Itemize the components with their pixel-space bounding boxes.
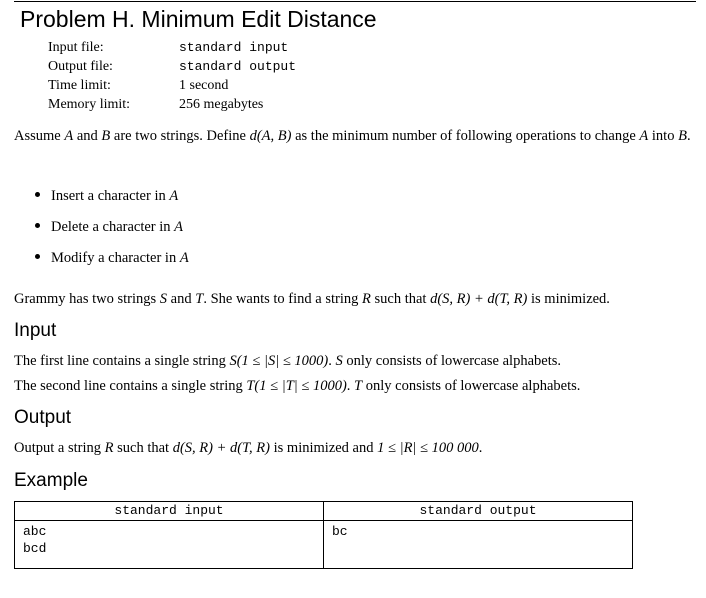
limit-label: Memory limit: [48, 97, 131, 112]
operation-insert: Insert a character in A [35, 187, 178, 206]
statement-task: Grammy has two strings S and T. She wants to find a string R such that d(S, R) + d(T, R) is minimized. [14, 291, 610, 307]
limits-block [48, 38, 296, 114]
output-heading: Output [14, 407, 72, 428]
output-description: Output a string R such that d(S, R) + d(T, R) is minimized and 1 ≤ |R| ≤ 100 000. [14, 440, 483, 456]
example-input-line: bcd [23, 541, 47, 556]
input-heading: Input [14, 320, 57, 341]
limit-value: standard input [179, 40, 289, 55]
limit-output-file [48, 57, 296, 76]
limit-label: Output file: [48, 59, 113, 74]
limit-input-file [48, 38, 296, 57]
bullet-icon [35, 192, 40, 197]
example-input-cell [15, 521, 324, 569]
example-output-header: standard output [324, 502, 633, 521]
example-output-line: bc [332, 524, 348, 539]
example-heading: Example [14, 470, 88, 491]
input-line-2: The second line contains a single string T(1 ≤ |T| ≤ 1000). T only consists of lowercase alphabets. [14, 378, 581, 394]
limit-label: Input file: [48, 40, 104, 55]
statement-intro: Assume A and B are two strings. Define d(A, B) as the minimum number of following operations to change A into B. [14, 128, 691, 144]
limit-label: Time limit: [48, 78, 111, 93]
operation-modify: Modify a character in A [35, 249, 189, 268]
example-input-header: standard input [15, 502, 324, 521]
limit-value: 256 megabytes [179, 97, 264, 112]
bullet-icon [35, 254, 40, 259]
top-rule [14, 1, 696, 2]
problem-title: Problem H. Minimum Edit Distance [20, 6, 377, 32]
input-line-1: The first line contains a single string S(1 ≤ |S| ≤ 1000). S only consists of lowercase alphabets. [14, 353, 562, 369]
limit-value: 1 second [179, 78, 229, 93]
example-output-cell [324, 521, 633, 569]
example-table [14, 501, 633, 569]
operation-delete: Delete a character in A [35, 218, 183, 237]
example-input-line: abc [23, 524, 47, 539]
limit-value: standard output [179, 59, 297, 74]
limit-memory [48, 95, 296, 114]
bullet-icon [35, 223, 40, 228]
limit-time [48, 76, 296, 95]
